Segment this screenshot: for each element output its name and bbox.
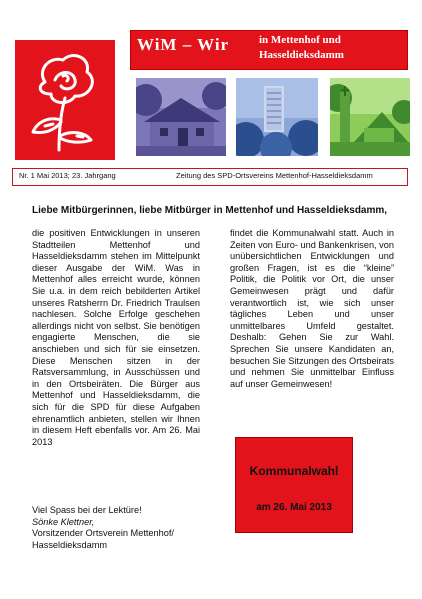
newspaper-title: WiM – Wir [137,35,230,54]
election-box [235,437,353,533]
salutation-headline: Liebe Mitbürgerinnen, liebe Mitbürger in Mettenhof und Hasseldieksdamm, [32,205,388,216]
body-column-left: die positiven Entwicklungen in unseren Stadtteilen Mettenhof und Hasseldieksdamm stehen im Mittelpunkt dieser Ausgabe der WiM. Was in Mettenhof alles erreicht wurde, können Sie u.a. in dem reich bebilderten Artikel unseres Ratsherrn Dr. Friedrich Traulsen nachlesen. Solche Erfolge geschehen allerdings nicht von selbst. Sie benötigen engagierte Menschen, die sie anschieben und sich für sie einsetzen. Diese Menschen sitzen in der Ratsversammlung, in Ausschüssen und in den Ortsbeiräten. Die Bürger aus Mettenhof und Hasseldieksdamm, die sich für die SPD für diese Aufgaben ehrenamtlich anbieten, stellen wir Ihnen in diesem Heft ebenfalls vor. Am 26. Mai 2013 [32,228,200,447]
election-date: am 26. Mai 2013 [256,502,332,513]
election-title: Kommunalwahl [249,464,339,478]
author-title: Vorsitzender Ortsverein Mettenhof/ [32,528,174,539]
subtitle-line-1: in Mettenhof und [259,34,341,46]
author-title-cont: Hasseldieksdamm [32,539,108,550]
photo-church [330,78,410,156]
newspaper-subtitle [259,33,344,63]
photo-thatched-house [136,78,226,156]
rose-icon [15,40,115,160]
closing-line: Viel Spass bei der Lektüre! [32,505,142,515]
spd-rose-logo [15,40,115,160]
photo-tower-block [236,78,318,156]
title-banner [130,30,408,70]
author-name: Sönke Klettner, [32,516,95,527]
signature-block [32,505,222,551]
issue-number: Nr. 1 Mai 2013; 23. Jahrgang [19,171,116,180]
body-column-right: findet die Kommunalwahl statt. Auch in Zeiten von Euro- und Bankenkrisen, von unübersichtlichen Entwicklungen und großen Fragen, ist es die “kleine” Politik, die Politik vor Ort, die unser Gemeinwesen prägt und dafür verantwortlich ist, wie sich unser tägliches Leben und unser unmittelbares Umfeld gestaltet. Deshalb: Gehen Sie zur Wahl. Sprechen Sie unsere Kandidaten an, besuchen Sie Sitzungen des Ortsbeirats und nehmen Sie unmittelbar Einfluss auf unser Gemeinwesen! [230,228,394,389]
issue-bar [12,168,408,186]
publisher-line: Zeitung des SPD-Ortsvereins Mettenhof-Hasseldieksdamm [176,171,373,180]
subtitle-line-2: Hasseldieksdamm [259,49,344,61]
